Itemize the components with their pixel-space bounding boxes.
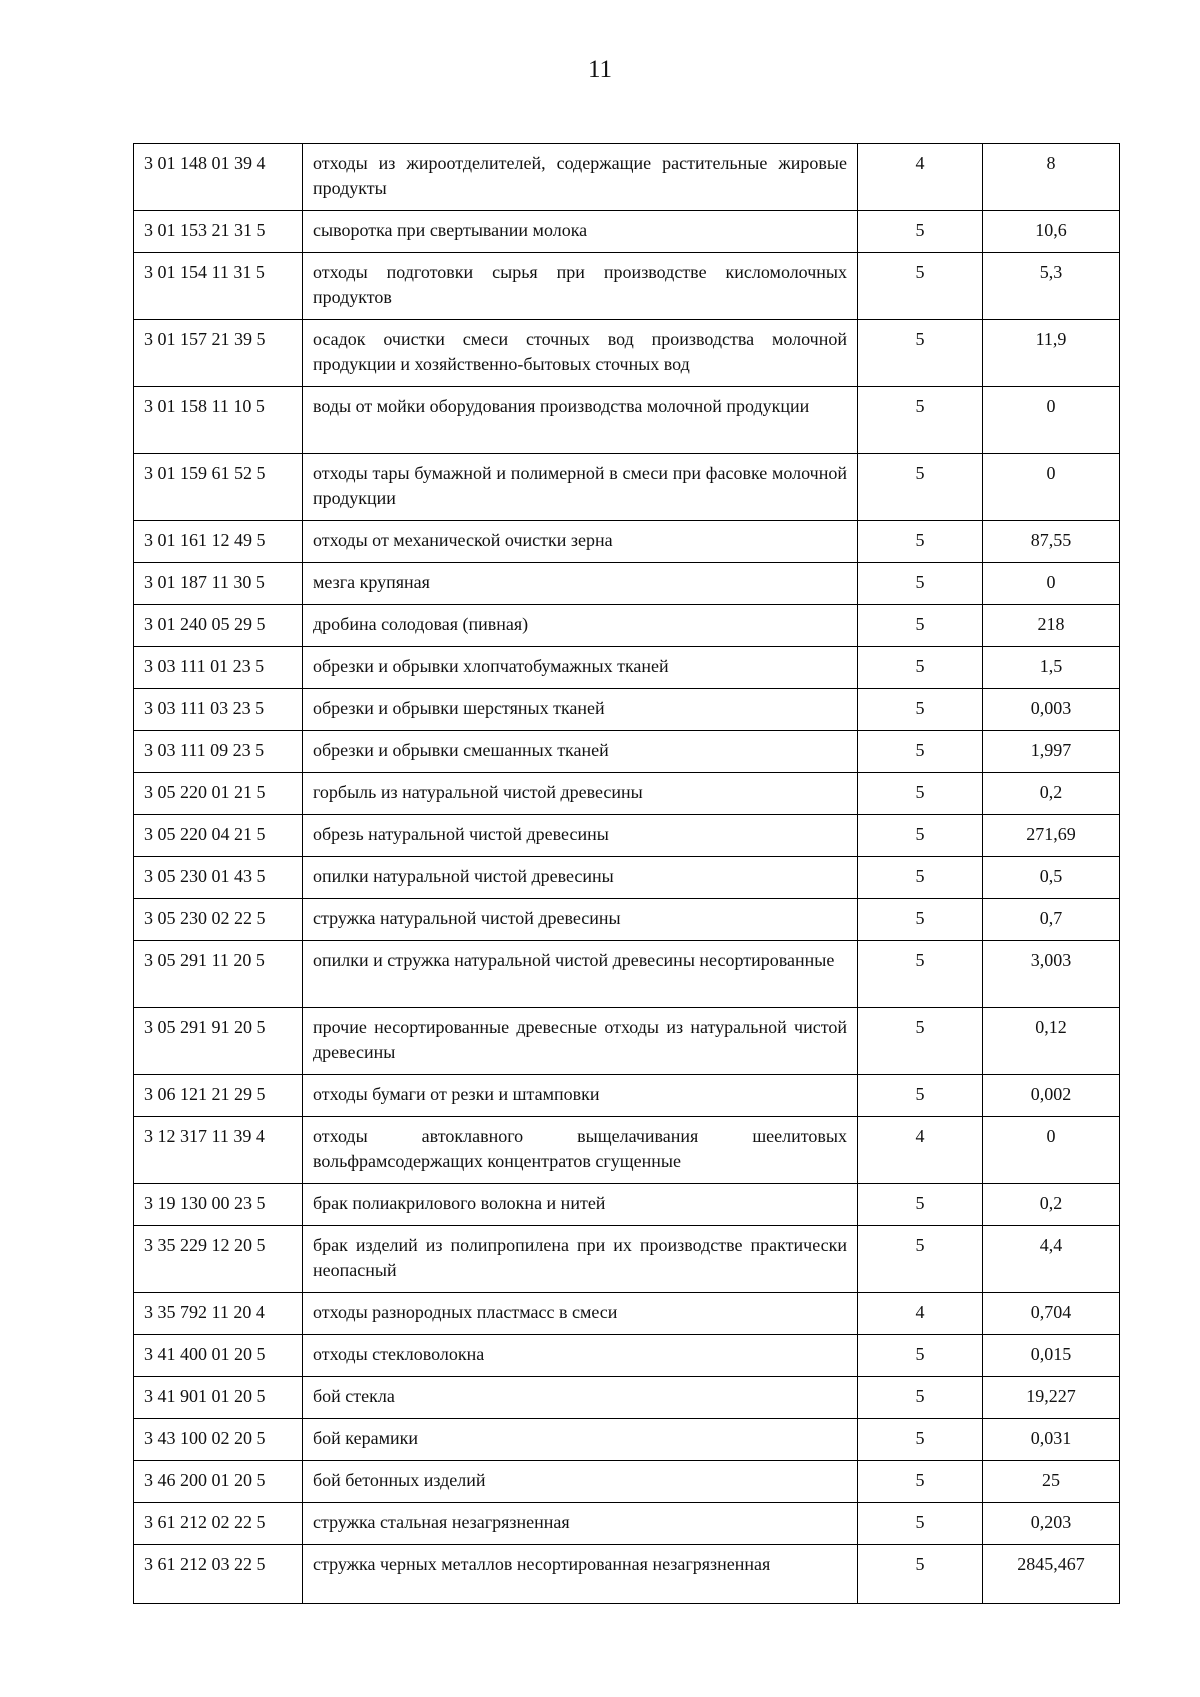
table-row [134,253,1120,320]
amount-cell: 0,003 [983,689,1120,731]
waste-code-cell: 3 01 161 12 49 5 [134,521,303,563]
waste-name-cell: горбыль из натуральной чистой древесины [303,773,858,815]
amount-cell: 0,5 [983,857,1120,899]
hazard-class-cell: 4 [858,144,983,211]
table-row [134,563,1120,605]
table-row [134,941,1120,1008]
table-row [134,1117,1120,1184]
waste-name-cell: стружка черных металлов несортированная незагрязненная [303,1545,858,1604]
amount-cell: 0,2 [983,1184,1120,1226]
waste-name-cell: обрезь натуральной чистой древесины [303,815,858,857]
amount-cell: 10,6 [983,211,1120,253]
waste-code-cell: 3 46 200 01 20 5 [134,1461,303,1503]
waste-name-cell: опилки натуральной чистой древесины [303,857,858,899]
waste-name-cell: отходы от механической очистки зерна [303,521,858,563]
waste-code-cell: 3 61 212 03 22 5 [134,1545,303,1604]
waste-name-cell: брак полиакрилового волокна и нитей [303,1184,858,1226]
table-row [134,1545,1120,1604]
table-row [134,1226,1120,1293]
amount-cell: 0 [983,1117,1120,1184]
table-row [134,320,1120,387]
waste-code-cell: 3 61 212 02 22 5 [134,1503,303,1545]
waste-name-cell: отходы разнородных пластмасс в смеси [303,1293,858,1335]
waste-name-cell: отходы подготовки сырья при производстве кисломолочных продуктов [303,253,858,320]
waste-code-cell: 3 01 187 11 30 5 [134,563,303,605]
amount-cell: 11,9 [983,320,1120,387]
hazard-class-cell: 5 [858,1008,983,1075]
hazard-class-cell: 5 [858,1545,983,1604]
amount-cell: 218 [983,605,1120,647]
table-row [134,773,1120,815]
table-row [134,605,1120,647]
amount-cell: 3,003 [983,941,1120,1008]
waste-name-cell: опилки и стружка натуральной чистой древесины несортированные [303,941,858,1008]
hazard-class-cell: 5 [858,899,983,941]
waste-code-cell: 3 05 291 91 20 5 [134,1008,303,1075]
waste-name-cell: воды от мойки оборудования производства молочной продукции [303,387,858,454]
amount-cell: 0 [983,454,1120,521]
hazard-class-cell: 5 [858,1335,983,1377]
waste-code-cell: 3 05 220 04 21 5 [134,815,303,857]
hazard-class-cell: 5 [858,1075,983,1117]
hazard-class-cell: 5 [858,1461,983,1503]
amount-cell: 0,015 [983,1335,1120,1377]
waste-code-cell: 3 01 153 21 31 5 [134,211,303,253]
table-row [134,1008,1120,1075]
table-row [134,521,1120,563]
table-row [134,1293,1120,1335]
amount-cell: 1,5 [983,647,1120,689]
table-row [134,1377,1120,1419]
amount-cell: 271,69 [983,815,1120,857]
table-row [134,1419,1120,1461]
waste-code-cell: 3 01 240 05 29 5 [134,605,303,647]
amount-cell: 0,2 [983,773,1120,815]
waste-code-cell: 3 41 901 01 20 5 [134,1377,303,1419]
amount-cell: 0 [983,563,1120,605]
waste-code-cell: 3 05 291 11 20 5 [134,941,303,1008]
waste-code-cell: 3 06 121 21 29 5 [134,1075,303,1117]
waste-code-cell: 3 01 154 11 31 5 [134,253,303,320]
amount-cell: 0,203 [983,1503,1120,1545]
hazard-class-cell: 5 [858,521,983,563]
amount-cell: 19,227 [983,1377,1120,1419]
waste-name-cell: отходы из жироотделителей, содержащие растительные жировые продукты [303,144,858,211]
waste-code-cell: 3 03 111 09 23 5 [134,731,303,773]
amount-cell: 1,997 [983,731,1120,773]
table-row [134,647,1120,689]
table-row [134,857,1120,899]
waste-code-cell: 3 12 317 11 39 4 [134,1117,303,1184]
waste-name-cell: отходы тары бумажной и полимерной в смеси при фасовке молочной продукции [303,454,858,521]
amount-cell: 0,7 [983,899,1120,941]
waste-name-cell: дробина солодовая (пивная) [303,605,858,647]
table-row [134,731,1120,773]
hazard-class-cell: 5 [858,1377,983,1419]
hazard-class-cell: 5 [858,1184,983,1226]
hazard-class-cell: 5 [858,454,983,521]
amount-cell: 25 [983,1461,1120,1503]
waste-name-cell: отходы стекловолокна [303,1335,858,1377]
waste-name-cell: бой стекла [303,1377,858,1419]
waste-code-cell: 3 35 229 12 20 5 [134,1226,303,1293]
waste-name-cell: стружка стальная незагрязненная [303,1503,858,1545]
waste-code-cell: 3 35 792 11 20 4 [134,1293,303,1335]
waste-name-cell: стружка натуральной чистой древесины [303,899,858,941]
waste-code-cell: 3 03 111 03 23 5 [134,689,303,731]
hazard-class-cell: 5 [858,1226,983,1293]
amount-cell: 0,031 [983,1419,1120,1461]
table-body [134,144,1120,1604]
hazard-class-cell: 5 [858,387,983,454]
amount-cell: 0,002 [983,1075,1120,1117]
page-number: 11 [587,56,613,83]
waste-name-cell: сыворотка при свертывании молока [303,211,858,253]
table-row [134,1184,1120,1226]
waste-code-cell: 3 19 130 00 23 5 [134,1184,303,1226]
waste-code-cell: 3 43 100 02 20 5 [134,1419,303,1461]
waste-name-cell: мезга крупяная [303,563,858,605]
waste-code-cell: 3 03 111 01 23 5 [134,647,303,689]
amount-cell: 8 [983,144,1120,211]
hazard-class-cell: 5 [858,689,983,731]
hazard-class-cell: 5 [858,941,983,1008]
table-row [134,1503,1120,1545]
waste-code-cell: 3 41 400 01 20 5 [134,1335,303,1377]
amount-cell: 0,12 [983,1008,1120,1075]
table-row [134,689,1120,731]
hazard-class-cell: 5 [858,211,983,253]
waste-code-cell: 3 05 230 02 22 5 [134,899,303,941]
waste-name-cell: бой керамики [303,1419,858,1461]
hazard-class-cell: 5 [858,563,983,605]
waste-code-cell: 3 01 159 61 52 5 [134,454,303,521]
waste-name-cell: обрезки и обрывки хлопчатобумажных тканей [303,647,858,689]
table-row [134,1335,1120,1377]
hazard-class-cell: 5 [858,731,983,773]
waste-table [133,143,1120,1604]
waste-code-cell: 3 05 220 01 21 5 [134,773,303,815]
hazard-class-cell: 4 [858,1117,983,1184]
table-row [134,144,1120,211]
waste-name-cell: осадок очистки смеси сточных вод производства молочной продукции и хозяйственно-бытовых сточных вод [303,320,858,387]
table-row [134,454,1120,521]
table-row [134,899,1120,941]
table-row [134,211,1120,253]
amount-cell: 0 [983,387,1120,454]
table-row [134,815,1120,857]
hazard-class-cell: 5 [858,857,983,899]
hazard-class-cell: 5 [858,815,983,857]
table-row [134,1461,1120,1503]
table-row [134,1075,1120,1117]
waste-code-cell: 3 01 157 21 39 5 [134,320,303,387]
waste-name-cell: прочие несортированные древесные отходы из натуральной чистой древесины [303,1008,858,1075]
waste-name-cell: бой бетонных изделий [303,1461,858,1503]
waste-name-cell: отходы бумаги от резки и штамповки [303,1075,858,1117]
hazard-class-cell: 5 [858,773,983,815]
amount-cell: 4,4 [983,1226,1120,1293]
hazard-class-cell: 5 [858,605,983,647]
hazard-class-cell: 5 [858,253,983,320]
waste-code-cell: 3 01 158 11 10 5 [134,387,303,454]
table-row [134,387,1120,454]
amount-cell: 87,55 [983,521,1120,563]
waste-name-cell: обрезки и обрывки смешанных тканей [303,731,858,773]
amount-cell: 0,704 [983,1293,1120,1335]
amount-cell: 2845,467 [983,1545,1120,1604]
hazard-class-cell: 4 [858,1293,983,1335]
waste-name-cell: брак изделий из полипропилена при их производстве практически неопасный [303,1226,858,1293]
waste-code-cell: 3 05 230 01 43 5 [134,857,303,899]
amount-cell: 5,3 [983,253,1120,320]
hazard-class-cell: 5 [858,320,983,387]
hazard-class-cell: 5 [858,1503,983,1545]
waste-name-cell: отходы автоклавного выщелачивания шеелитовых вольфрамсодержащих концентратов сгущенные [303,1117,858,1184]
waste-code-cell: 3 01 148 01 39 4 [134,144,303,211]
hazard-class-cell: 5 [858,647,983,689]
hazard-class-cell: 5 [858,1419,983,1461]
waste-name-cell: обрезки и обрывки шерстяных тканей [303,689,858,731]
